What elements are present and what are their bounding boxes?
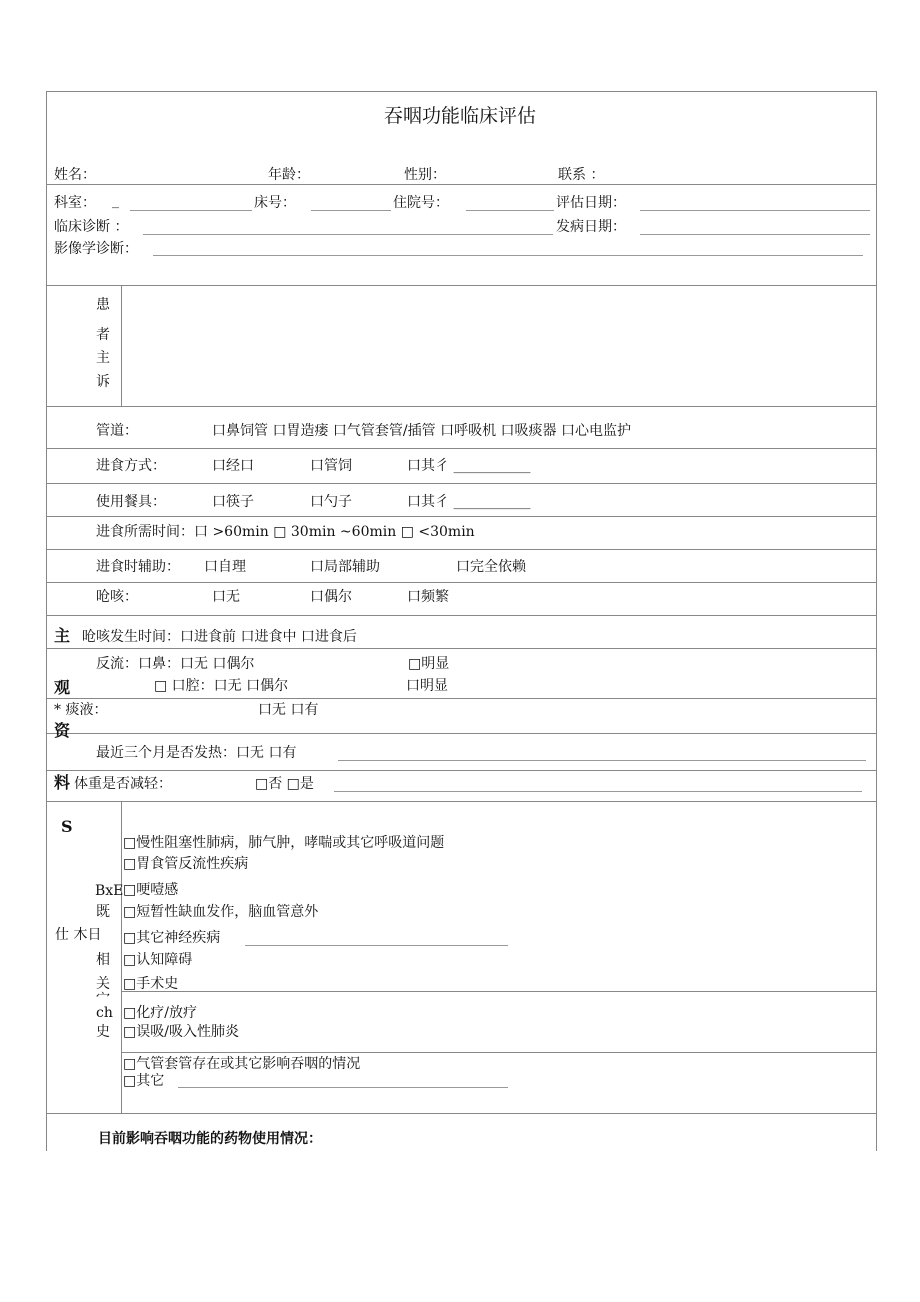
- dept-blank: _: [112, 193, 119, 209]
- reflux-nose[interactable]: 反流：口鼻：口无 口偶尔: [96, 656, 255, 672]
- weight-options[interactable]: □否 □是: [255, 776, 314, 792]
- history-tia-stroke[interactable]: □短暂性缺血发作，脑血管意外: [123, 904, 319, 920]
- history-other-field[interactable]: [178, 1087, 508, 1088]
- cough-frequent[interactable]: 口频繁: [407, 589, 449, 605]
- fever-detail-field[interactable]: [338, 760, 866, 761]
- assist-full[interactable]: 口完全依赖: [456, 559, 526, 575]
- cough-label: 呛咳：: [96, 589, 138, 605]
- clinical-dx-field[interactable]: [143, 234, 553, 235]
- assist-partial[interactable]: 口局部辅助: [310, 559, 380, 575]
- dept-field[interactable]: [130, 210, 252, 211]
- history-tracheostomy[interactable]: □气管套管存在或其它影响吞咽的情况: [123, 1056, 361, 1072]
- reflux-mouth[interactable]: □ 口腔：口无 口偶尔: [154, 678, 289, 694]
- side-label-ch: ch: [96, 1005, 113, 1021]
- tube-label: 管道：: [96, 423, 138, 439]
- history-label-char: 宀: [96, 991, 110, 1007]
- page-title: 吞咽功能临床评估: [383, 105, 536, 127]
- onset-date-field[interactable]: [640, 234, 870, 235]
- dept-label: 科室：: [54, 195, 96, 211]
- complaint-label-char: 患: [96, 297, 110, 313]
- bed-field[interactable]: [311, 210, 391, 211]
- cough-none[interactable]: 口无: [212, 589, 240, 605]
- history-label-char: 关: [96, 976, 110, 992]
- complaint-label-char: 诉: [96, 374, 110, 390]
- other-neuro-field[interactable]: [245, 945, 508, 946]
- age-label: 年龄：: [268, 167, 310, 183]
- tube-options[interactable]: 口鼻饲管 口胃造瘘 口气管套管/插管 口呼吸机 口吸痰器 口心电监护: [212, 423, 631, 439]
- clinical-dx-label: 临床诊断 ：: [54, 219, 129, 235]
- side-label-bxe: BxE: [95, 883, 124, 899]
- utensil-spoon[interactable]: 口勺子: [310, 494, 352, 510]
- feeding-tube[interactable]: 口管饲: [310, 458, 352, 474]
- imaging-dx-field[interactable]: [153, 255, 863, 256]
- contact-label: 联系 ：: [558, 167, 605, 183]
- side-label-char: 资: [54, 721, 71, 740]
- history-label-char: 相: [96, 952, 110, 968]
- complaint-label-char: 主: [96, 350, 110, 366]
- eval-date-label: 评估日期：: [556, 195, 626, 211]
- cough-time-options[interactable]: 呛咳发生时间：口进食前 口进食中 口进食后: [82, 629, 357, 645]
- history-other-neuro[interactable]: □其它神经疾病: [123, 930, 221, 946]
- utensil-label: 使用餐具：: [96, 494, 166, 510]
- complaint-label-char: 者: [96, 327, 110, 343]
- weight-label: 体重是否减轻：: [74, 776, 172, 792]
- history-gerd[interactable]: □胃食管反流性疾病: [123, 856, 249, 872]
- onset-date-label: 发病日期：: [556, 219, 626, 235]
- bed-label: 床号：: [254, 195, 296, 211]
- imaging-dx-label: 影像学诊断：: [54, 241, 138, 257]
- chief-complaint-field[interactable]: [124, 288, 872, 403]
- eval-date-field[interactable]: [640, 210, 870, 211]
- side-label-s: S: [61, 817, 73, 836]
- medication-label: 目前影响吞咽功能的药物使用情况：: [98, 1131, 322, 1147]
- history-label-char: 既: [96, 904, 110, 920]
- reflux-mouth-obvious[interactable]: 口明显: [406, 678, 448, 694]
- history-chemo-radio[interactable]: □化疗/放疗: [123, 1005, 197, 1021]
- utensil-other[interactable]: 口其彳 ___________: [407, 494, 531, 510]
- gender-label: 性别：: [404, 167, 446, 183]
- side-label-char: 观: [54, 678, 71, 697]
- history-label-char: 史: [96, 1024, 110, 1040]
- feeding-other[interactable]: 口其彳 ___________: [407, 458, 531, 474]
- cough-occasional[interactable]: 口偶尔: [310, 589, 352, 605]
- assist-self[interactable]: 口自理: [204, 559, 246, 575]
- history-cognitive[interactable]: □认知障碍: [123, 952, 193, 968]
- assist-label: 进食时辅助：: [96, 559, 180, 575]
- history-copd[interactable]: □慢性阻塞性肺病，肺气肿，哮喘或其它呼吸道问题: [123, 835, 445, 851]
- weight-detail-field[interactable]: [334, 791, 862, 792]
- history-label-char: 仕 木日: [55, 927, 102, 943]
- history-surgery[interactable]: □手术史: [123, 976, 179, 992]
- history-choking[interactable]: □哽噎感: [123, 882, 179, 898]
- sputum-label: * 痰液：: [54, 702, 108, 718]
- utensil-chopsticks[interactable]: 口筷子: [212, 494, 254, 510]
- inpatient-no-label: 住院号：: [393, 195, 449, 211]
- inpatient-no-field[interactable]: [466, 210, 554, 211]
- side-label-char: 主: [54, 626, 71, 645]
- side-label-char: 料: [54, 773, 71, 792]
- feeding-label: 进食方式：: [96, 458, 166, 474]
- sputum-options[interactable]: 口无 口有: [258, 702, 319, 718]
- history-aspiration[interactable]: □误吸/吸入性肺炎: [123, 1024, 239, 1040]
- history-other[interactable]: □其它: [123, 1073, 165, 1089]
- feeding-oral[interactable]: 口经口: [212, 458, 254, 474]
- name-label: 姓名：: [54, 167, 96, 183]
- fever-options[interactable]: 最近三个月是否发热：口无 口有: [96, 745, 297, 761]
- duration-options[interactable]: 进食所需时间：口 >60min □ 30min ~60min □ <30min: [96, 524, 475, 540]
- reflux-nose-obvious[interactable]: □明显: [408, 656, 450, 672]
